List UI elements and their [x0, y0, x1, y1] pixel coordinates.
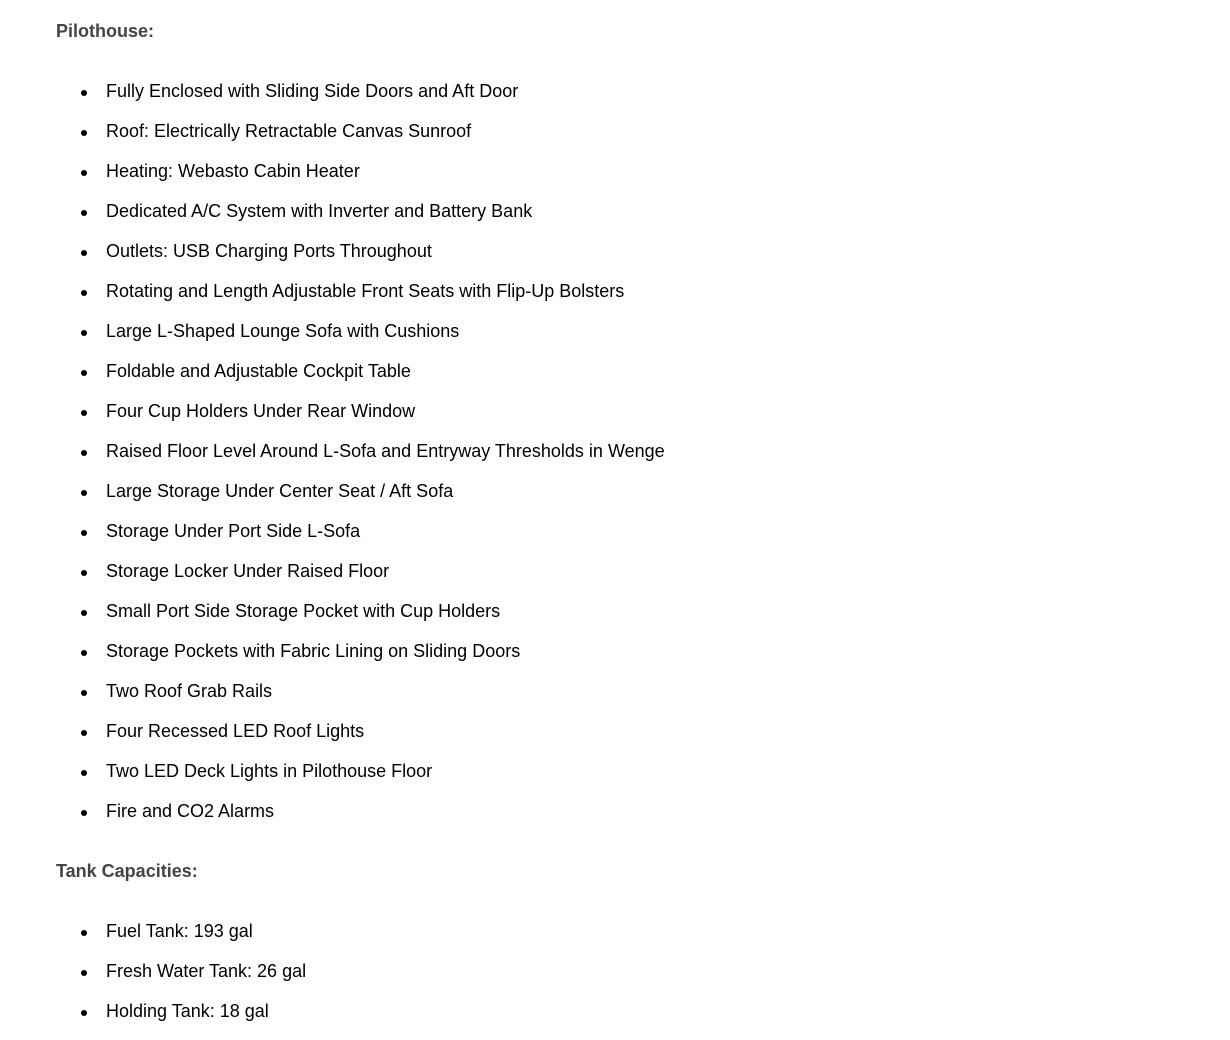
bullet-icon: [81, 730, 87, 736]
list-item-text: Fully Enclosed with Sliding Side Doors and Aft Door: [106, 81, 519, 101]
list-item-text: Roof: Electrically Retractable Canvas Sunroof: [106, 121, 472, 141]
bullet-icon: [81, 1010, 87, 1016]
list-item-text: Holding Tank: 18 gal: [106, 1001, 269, 1021]
bullet-icon: [81, 930, 87, 936]
list-item-text: Small Port Side Storage Pocket with Cup Holders: [106, 601, 501, 621]
bullet-icon: [81, 210, 87, 216]
bullet-icon: [81, 770, 87, 776]
bullet-icon: [81, 450, 87, 456]
list-item-text: Four Recessed LED Roof Lights: [106, 721, 365, 741]
bullet-icon: [81, 530, 87, 536]
list-item-text: Rotating and Length Adjustable Front Seats with Flip-Up Bolsters: [106, 281, 625, 301]
section-heading-pilothouse: Pilothouse:: [56, 21, 154, 41]
bullet-icon: [81, 970, 87, 976]
bullet-icon: [81, 410, 87, 416]
list-item-text: Storage Pockets with Fabric Lining on Sliding Doors: [106, 641, 521, 661]
list-item-text: Fire and CO2 Alarms: [106, 801, 275, 821]
list-item-text: Two Roof Grab Rails: [106, 681, 273, 701]
list-item-text: Fuel Tank: 193 gal: [106, 921, 253, 941]
bullet-icon: [81, 370, 87, 376]
bullet-icon: [81, 130, 87, 136]
bullet-icon: [81, 490, 87, 496]
bullet-icon: [81, 650, 87, 656]
bullet-icon: [81, 610, 87, 616]
list-item-text: Raised Floor Level Around L-Sofa and Entryway Thresholds in Wenge: [106, 441, 665, 461]
bullet-icon: [81, 290, 87, 296]
bullet-icon: [81, 690, 87, 696]
bullet-icon: [81, 90, 87, 96]
list-item-text: Foldable and Adjustable Cockpit Table: [106, 361, 411, 381]
list-item-text: Outlets: USB Charging Ports Throughout: [106, 241, 432, 261]
list-item-text: Dedicated A/C System with Inverter and Battery Bank: [106, 201, 533, 221]
bullet-icon: [81, 330, 87, 336]
list-item-text: Storage Under Port Side L-Sofa: [106, 521, 361, 541]
list-item-text: Large Storage Under Center Seat / Aft Sofa: [106, 481, 454, 501]
list-item-text: Large L-Shaped Lounge Sofa with Cushions: [106, 321, 460, 341]
list-item-text: Fresh Water Tank: 26 gal: [106, 961, 307, 981]
bullet-icon: [81, 810, 87, 816]
bullet-icon: [81, 170, 87, 176]
section-heading-tank-capacities: Tank Capacities:: [56, 861, 198, 881]
bullet-icon: [81, 250, 87, 256]
list-item-text: Storage Locker Under Raised Floor: [106, 561, 390, 581]
list-item-text: Heating: Webasto Cabin Heater: [106, 161, 360, 181]
list-item-text: Two LED Deck Lights in Pilothouse Floor: [106, 761, 433, 781]
list-item-text: Four Cup Holders Under Rear Window: [106, 401, 416, 421]
bullet-icon: [81, 570, 87, 576]
